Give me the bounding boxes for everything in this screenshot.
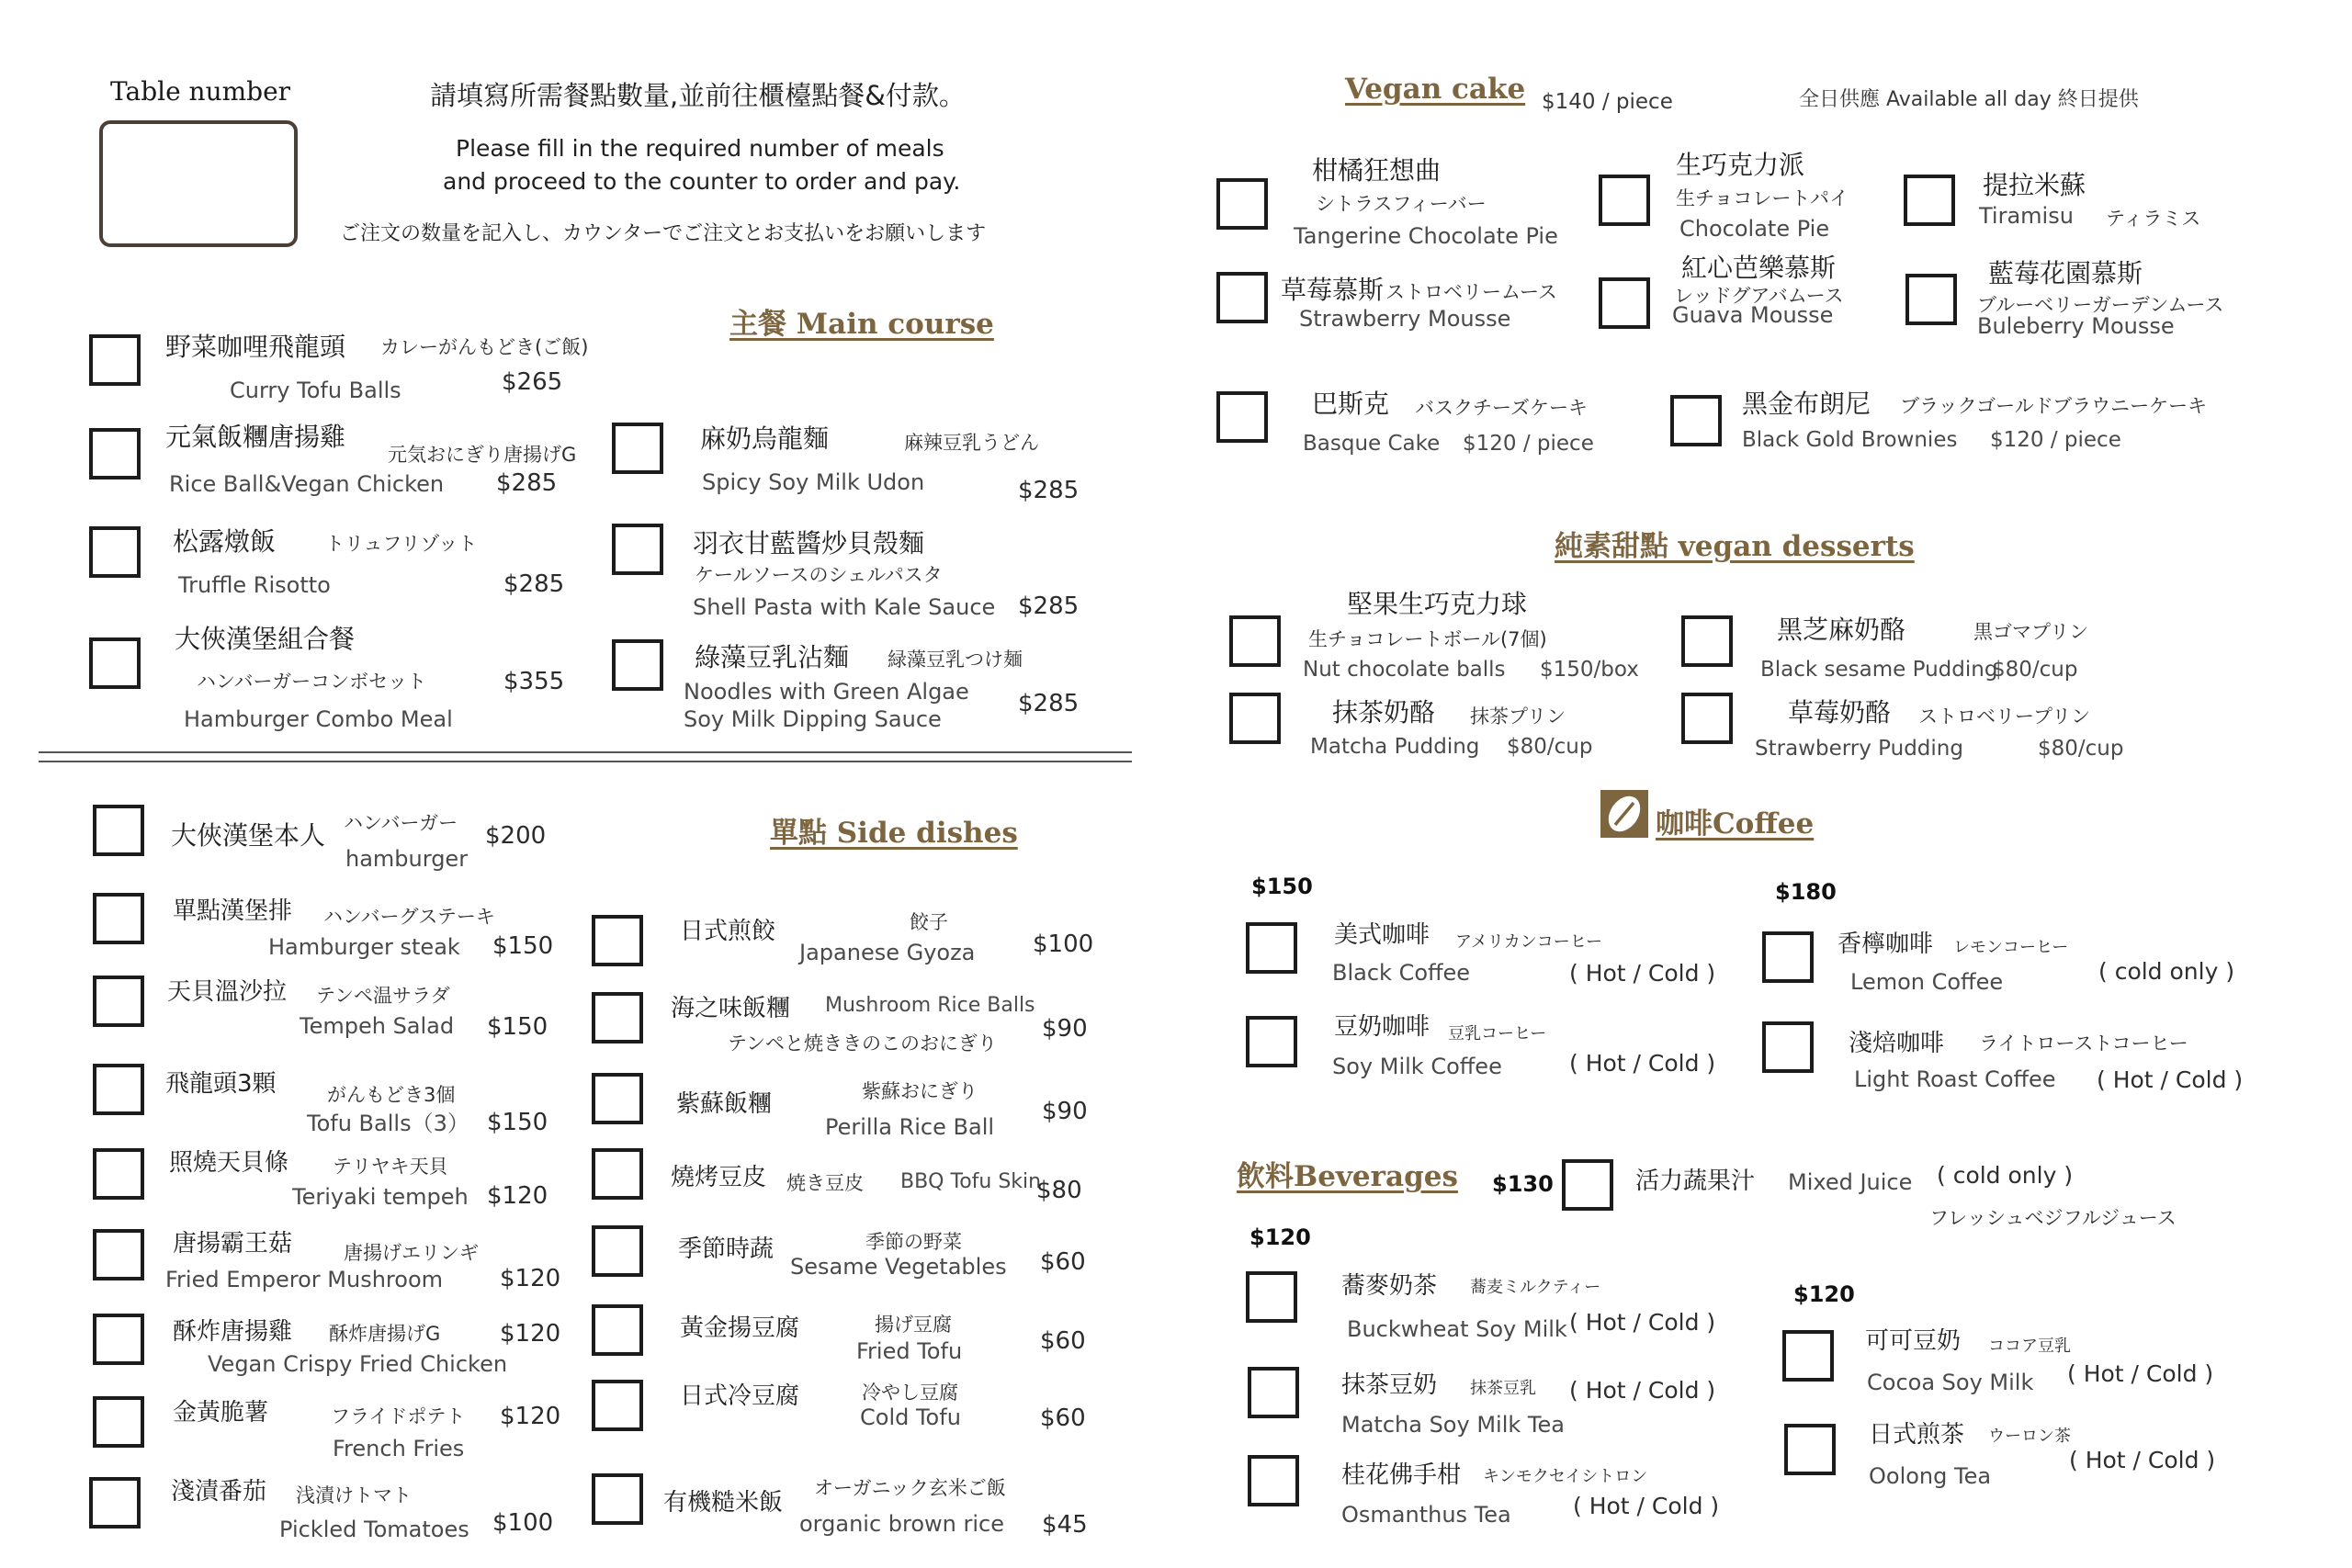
item-price: $285 bbox=[496, 469, 558, 497]
item-name-en: Rice Ball&Vegan Chicken bbox=[169, 471, 445, 497]
checkbox-hamburger-steak[interactable] bbox=[93, 893, 144, 944]
item-price: $355 bbox=[503, 668, 565, 695]
instruction-jp: ご注文の数量を記入し、カウンターでご注文とお支払いをお願いします bbox=[340, 222, 987, 245]
item-price: $80/cup bbox=[1507, 735, 1593, 759]
item-name-cn: 季節時蔬 bbox=[678, 1235, 775, 1263]
item-name-cn: 燒烤豆皮 bbox=[671, 1164, 767, 1191]
checkbox-black-coffee[interactable] bbox=[1246, 922, 1297, 974]
checkbox-black-sesame-pudding[interactable] bbox=[1681, 615, 1733, 667]
item-name-en: Buckwheat Soy Milk bbox=[1347, 1316, 1567, 1342]
item-name-jp: 緑藻豆乳つけ麺 bbox=[888, 649, 1023, 671]
item-name-jp: 生チョコレートボール(7個) bbox=[1308, 628, 1547, 650]
item-name-cn: 飛龍頭3顆 bbox=[165, 1070, 277, 1098]
item-name-en: Guava Mousse bbox=[1672, 302, 1834, 328]
item-name-jp: フレッシュベジフルジュース bbox=[1929, 1207, 2177, 1229]
checkbox-matcha-soy-milk-tea[interactable] bbox=[1248, 1367, 1299, 1418]
checkbox-noodles-green-algae[interactable] bbox=[612, 639, 663, 691]
checkbox-bbq-tofu-skin[interactable] bbox=[592, 1148, 643, 1200]
checkbox-fried-emperor-mushroom[interactable] bbox=[93, 1229, 144, 1280]
checkbox-blueberry-mousse[interactable] bbox=[1905, 274, 1957, 325]
checkbox-pickled-tomatoes[interactable] bbox=[89, 1477, 141, 1529]
checkbox-perilla-rice-ball[interactable] bbox=[592, 1073, 643, 1124]
section-divider-bottom bbox=[39, 761, 1132, 762]
item-name-cn: 黑金布朗尼 bbox=[1742, 389, 1871, 419]
item-name-jp: ハンバーガーコンボセット bbox=[197, 671, 427, 693]
item-name-cn: 照燒天貝條 bbox=[169, 1149, 289, 1177]
beverages-title: 飲料Beverages bbox=[1237, 1160, 1458, 1193]
item-name-cn: 美式咖啡 bbox=[1334, 921, 1430, 949]
item-name-en: Hamburger Combo Meal bbox=[184, 706, 453, 732]
item-name-jp: 豆乳コーヒー bbox=[1448, 1024, 1547, 1043]
item-price: $265 bbox=[502, 368, 563, 396]
item-name-en: Perilla Rice Ball bbox=[825, 1114, 995, 1140]
item-name-cn: 可可豆奶 bbox=[1865, 1327, 1962, 1355]
checkbox-guava-mousse[interactable] bbox=[1599, 277, 1650, 329]
item-name-cn: 香檸咖啡 bbox=[1838, 931, 1934, 958]
checkbox-truffle-risotto[interactable] bbox=[89, 526, 141, 578]
checkbox-rice-ball-vegan-chicken[interactable] bbox=[89, 428, 141, 479]
checkbox-curry-tofu-balls[interactable] bbox=[89, 334, 141, 386]
item-name-jp: ケールソースのシェルパスタ bbox=[695, 564, 943, 586]
item-price: $150 bbox=[487, 1109, 548, 1136]
item-price: $285 bbox=[1018, 690, 1080, 717]
item-name-jp: レッドグアバムース bbox=[1674, 285, 1844, 307]
temperature-options: ( Hot / Cold ) bbox=[1569, 1377, 1716, 1404]
item-name-jp: ストロベリームース bbox=[1385, 281, 1557, 303]
availability-note: 全日供應 Available all day 終日提供 bbox=[1799, 88, 2139, 111]
checkbox-vegan-crispy-fried-chicken[interactable] bbox=[93, 1314, 144, 1365]
item-name-jp: がんもどき3個 bbox=[327, 1084, 456, 1106]
item-name-jp: 紫蘇おにぎり bbox=[862, 1080, 978, 1102]
item-name-jp: 冷やし豆腐 bbox=[862, 1382, 958, 1404]
item-price: $100 bbox=[1033, 931, 1094, 958]
item-name-en: hamburger bbox=[345, 846, 469, 872]
item-name-cn: 草莓慕斯 bbox=[1281, 275, 1385, 305]
item-name-en: Black Coffee bbox=[1332, 960, 1471, 986]
item-name-cn: 大俠漢堡組合餐 bbox=[175, 624, 356, 654]
item-price: $285 bbox=[1018, 477, 1080, 504]
temperature-options: ( Hot / Cold ) bbox=[1573, 1493, 1720, 1519]
temperature-options: ( Hot / Cold ) bbox=[2097, 1066, 2244, 1093]
item-name-cn: 有機糙米飯 bbox=[663, 1489, 784, 1517]
item-name-cn: 大俠漢堡本人 bbox=[171, 820, 326, 851]
item-name-cn: 元氣飯糰唐揚雞 bbox=[165, 422, 346, 452]
item-name-jp: 抹茶プリン bbox=[1470, 705, 1566, 728]
item-name-cn: 巴斯克 bbox=[1312, 389, 1390, 419]
item-name-en: Tangerine Chocolate Pie bbox=[1294, 223, 1558, 249]
item-name-en: Matcha Pudding bbox=[1310, 735, 1480, 759]
item-name-en: Japanese Gyoza bbox=[799, 940, 976, 965]
item-name-en: Tofu Balls（3） bbox=[307, 1111, 469, 1136]
item-price: $120 / piece bbox=[1990, 428, 2121, 452]
item-price: $45 bbox=[1042, 1511, 1088, 1539]
item-name-en: Hamburger steak bbox=[268, 934, 460, 960]
item-name-cn: 淺焙咖啡 bbox=[1849, 1030, 1945, 1057]
item-name-en: Curry Tofu Balls bbox=[230, 378, 401, 403]
item-name-en: Matcha Soy Milk Tea bbox=[1341, 1412, 1565, 1438]
checkbox-strawberry-pudding[interactable] bbox=[1681, 693, 1733, 744]
coffee-bean-icon bbox=[1600, 790, 1648, 838]
item-name-cn: 日式冷豆腐 bbox=[680, 1382, 800, 1410]
juice-price: $130 bbox=[1492, 1171, 1554, 1197]
checkbox-oolong-tea[interactable] bbox=[1784, 1424, 1836, 1475]
checkbox-chocolate-pie[interactable] bbox=[1599, 175, 1650, 226]
item-name-cn: 天貝溫沙拉 bbox=[167, 978, 288, 1006]
item-name-cn: 黃金揚豆腐 bbox=[680, 1314, 800, 1342]
checkbox-hamburger[interactable] bbox=[93, 805, 144, 856]
item-price: $100 bbox=[492, 1509, 554, 1537]
coffee-price-left: $150 bbox=[1251, 874, 1313, 899]
item-name-cn: 日式煎茶 bbox=[1869, 1421, 1965, 1449]
checkbox-sesame-vegetables[interactable] bbox=[592, 1225, 643, 1277]
temperature-options: ( cold only ) bbox=[1937, 1162, 2074, 1189]
temperature-options: ( Hot / Cold ) bbox=[1569, 1050, 1716, 1077]
beverage-price-left: $120 bbox=[1250, 1224, 1311, 1250]
checkbox-shell-pasta-kale-sauce[interactable] bbox=[612, 524, 663, 575]
item-name-jp: ココア豆乳 bbox=[1988, 1337, 2071, 1356]
item-price: $90 bbox=[1042, 1015, 1088, 1043]
vegan-cake-title: Vegan cake bbox=[1345, 73, 1526, 106]
item-name-en: Spicy Soy Milk Udon bbox=[702, 469, 925, 495]
item-price: $60 bbox=[1040, 1404, 1086, 1432]
item-name-jp: 生チョコレートパイ bbox=[1676, 187, 1849, 209]
item-name-en: Cold Tofu bbox=[860, 1404, 961, 1430]
item-name-en: French Fries bbox=[333, 1436, 465, 1461]
checkbox-tofu-balls[interactable] bbox=[93, 1064, 144, 1115]
item-name-jp: キンモクセイシトロン bbox=[1483, 1467, 1648, 1486]
item-price: $120 bbox=[500, 1403, 561, 1430]
coffee-title: 咖啡Coffee bbox=[1656, 807, 1815, 840]
item-name-en: Lemon Coffee bbox=[1850, 969, 2004, 995]
checkbox-french-fries[interactable] bbox=[93, 1396, 144, 1448]
item-name-cn: 紫蘇飯糰 bbox=[676, 1090, 773, 1118]
item-name-jp: 酥炸唐揚げG bbox=[329, 1323, 441, 1345]
item-name-jp: ブルーベリーガーデンムース bbox=[1977, 294, 2224, 316]
item-name-en: Light Roast Coffee bbox=[1854, 1066, 2056, 1092]
item-name-en: Shell Pasta with Kale Sauce bbox=[693, 594, 996, 620]
item-name-jp: トリュフリゾット bbox=[325, 533, 478, 555]
item-name-jp: バスクチーズケーキ bbox=[1415, 397, 1588, 419]
checkbox-tangerine-chocolate-pie[interactable] bbox=[1216, 178, 1268, 230]
item-name-cn: 藍莓花園慕斯 bbox=[1988, 258, 2143, 288]
temperature-options: ( Hot / Cold ) bbox=[1569, 960, 1716, 987]
item-name-cn: 柑橘狂想曲 bbox=[1312, 155, 1442, 186]
item-name-jp: ハンバーグステーキ bbox=[323, 906, 495, 928]
item-name-en: BBQ Tofu Skin bbox=[900, 1170, 1042, 1193]
temperature-options: ( Hot / Cold ) bbox=[1569, 1309, 1716, 1336]
item-name-jp: レモンコーヒー bbox=[1953, 938, 2069, 957]
item-name-cn: 黑芝麻奶酪 bbox=[1777, 615, 1906, 645]
item-name-cn: 堅果生巧克力球 bbox=[1347, 589, 1528, 619]
temperature-options: ( cold only ) bbox=[2098, 958, 2235, 985]
item-name-cn: 酥炸唐揚雞 bbox=[173, 1318, 293, 1346]
item-name-cn: 麻奶烏龍麵 bbox=[700, 423, 830, 454]
item-name-en: Tempeh Salad bbox=[300, 1013, 455, 1039]
checkbox-japanese-gyoza[interactable] bbox=[592, 915, 643, 966]
item-name-en: Osmanthus Tea bbox=[1341, 1502, 1511, 1528]
item-price: $200 bbox=[485, 822, 547, 850]
item-name-cn: 桂花佛手柑 bbox=[1341, 1461, 1462, 1489]
item-name-en: Chocolate Pie bbox=[1679, 216, 1830, 242]
table-number-box[interactable] bbox=[99, 120, 298, 247]
item-name-jp: 唐揚げエリンギ bbox=[344, 1242, 479, 1264]
item-name-en: Tiramisu bbox=[1979, 203, 2074, 229]
item-price: $150 bbox=[487, 1013, 548, 1041]
item-price: $90 bbox=[1042, 1098, 1088, 1125]
item-name-jp: テンペと焼ききのこのおにぎり bbox=[728, 1032, 997, 1055]
item-name-jp: シトラスフィーバー bbox=[1316, 193, 1487, 215]
checkbox-light-roast-coffee[interactable] bbox=[1762, 1021, 1814, 1073]
item-name-en: Fried Emperor Mushroom bbox=[165, 1267, 444, 1292]
item-name-en: Fried Tofu bbox=[856, 1338, 963, 1364]
item-name-en: Strawberry Mousse bbox=[1299, 306, 1511, 332]
item-name-jp: ストロベリープリン bbox=[1918, 705, 2091, 728]
item-name-en: Buleberry Mousse bbox=[1977, 313, 2175, 339]
checkbox-spicy-soy-milk-udon[interactable] bbox=[612, 423, 663, 474]
beverage-price-right: $120 bbox=[1793, 1281, 1855, 1307]
item-name-jp: ティラミス bbox=[2106, 208, 2201, 230]
item-name-jp: アメリカンコーヒー bbox=[1455, 932, 1603, 952]
item-name-en: Truffle Risotto bbox=[178, 572, 331, 598]
checkbox-tiramisu[interactable] bbox=[1904, 175, 1955, 226]
item-name-cn: 提拉米蘇 bbox=[1983, 170, 2086, 200]
item-name-cn: 唐揚霸王菇 bbox=[173, 1230, 293, 1258]
item-name-cn: 綠藻豆乳沾麵 bbox=[695, 642, 850, 672]
item-price: $80/cup bbox=[1992, 658, 2078, 682]
item-name-jp: 浅漬けトマト bbox=[296, 1484, 412, 1506]
instruction-en-2: and proceed to the counter to order and pay. bbox=[443, 168, 961, 195]
item-name-en: Strawberry Pudding bbox=[1755, 737, 1963, 761]
item-name-cn: 草莓奶酪 bbox=[1788, 697, 1892, 728]
item-name-cn: 生巧克力派 bbox=[1676, 150, 1805, 180]
item-name-en: Noodles with Green Algae bbox=[684, 679, 969, 705]
item-name-cn: 抹茶奶酪 bbox=[1332, 697, 1436, 728]
checkbox-teriyaki-tempeh[interactable] bbox=[93, 1148, 144, 1200]
item-price: $150 bbox=[492, 932, 554, 960]
item-price: $60 bbox=[1040, 1248, 1086, 1276]
item-name-en: Basque Cake bbox=[1303, 432, 1441, 456]
item-price: $285 bbox=[503, 570, 565, 598]
checkbox-organic-brown-rice[interactable] bbox=[592, 1473, 643, 1525]
item-price: $150/box bbox=[1540, 658, 1639, 682]
checkbox-black-gold-brownies[interactable] bbox=[1670, 395, 1722, 446]
instruction-cn: 請填寫所需餐點數量,並前往櫃檯點餐&付款。 bbox=[430, 80, 966, 111]
checkbox-buckwheat-soy-milk[interactable] bbox=[1246, 1271, 1297, 1323]
item-name-en: Teriyaki tempeh bbox=[292, 1184, 469, 1210]
item-price: $120 bbox=[500, 1320, 561, 1348]
item-name-jp: フライドポテト bbox=[331, 1405, 466, 1427]
item-name-jp: 焼き豆皮 bbox=[786, 1172, 864, 1194]
checkbox-tempeh-salad[interactable] bbox=[93, 976, 144, 1027]
item-name-en: Black Gold Brownies bbox=[1742, 428, 1958, 452]
item-name-cn: 淺漬番茄 bbox=[171, 1478, 267, 1506]
checkbox-cold-tofu[interactable] bbox=[592, 1380, 643, 1431]
item-name-cn: 松露燉飯 bbox=[173, 526, 277, 557]
item-price: $120 / piece bbox=[1463, 432, 1594, 456]
instruction-en-1: Please fill in the required number of meals bbox=[456, 135, 944, 162]
item-name-jp: 季節の野菜 bbox=[865, 1231, 962, 1253]
checkbox-matcha-pudding[interactable] bbox=[1229, 693, 1281, 744]
item-name-jp: 餃子 bbox=[910, 911, 948, 933]
checkbox-nut-chocolate-balls[interactable] bbox=[1229, 615, 1281, 667]
item-name-cn: 日式煎餃 bbox=[680, 918, 776, 945]
item-name-jp: テンペ温サラダ bbox=[316, 985, 450, 1007]
item-name-en: Cocoa Soy Milk bbox=[1867, 1370, 2034, 1395]
side-dishes-title: 單點 Side dishes bbox=[770, 817, 1018, 850]
item-price: $80 bbox=[1036, 1177, 1082, 1204]
checkbox-fried-tofu[interactable] bbox=[592, 1304, 643, 1356]
item-name-jp: 蕎麦ミルクティー bbox=[1470, 1278, 1601, 1297]
section-divider-top bbox=[39, 751, 1132, 753]
checkbox-mushroom-rice-balls[interactable] bbox=[592, 992, 643, 1043]
item-name-en: organic brown rice bbox=[799, 1511, 1004, 1537]
item-name-cn: 野菜咖哩飛龍頭 bbox=[165, 332, 346, 362]
item-name-en-2: Soy Milk Dipping Sauce bbox=[684, 706, 942, 732]
item-name-jp: ハンバーガー bbox=[344, 812, 458, 834]
checkbox-mixed-juice[interactable] bbox=[1562, 1159, 1613, 1211]
checkbox-lemon-coffee[interactable] bbox=[1762, 931, 1814, 983]
item-name-en: Nut chocolate balls bbox=[1303, 658, 1506, 682]
table-number-label: Table number bbox=[110, 76, 291, 107]
item-name-jp: 抹茶豆乳 bbox=[1470, 1379, 1536, 1398]
coffee-price-right: $180 bbox=[1775, 879, 1837, 905]
item-name-en: Oolong Tea bbox=[1869, 1463, 1992, 1489]
checkbox-soy-milk-coffee[interactable] bbox=[1246, 1016, 1297, 1067]
item-name-jp: 麻辣豆乳うどん bbox=[904, 432, 1039, 454]
item-name-en: Pickled Tomatoes bbox=[279, 1517, 469, 1542]
item-name-jp: 元気おにぎり唐揚げG bbox=[388, 444, 577, 466]
checkbox-hamburger-combo-meal[interactable] bbox=[89, 637, 141, 689]
checkbox-basque-cake[interactable] bbox=[1216, 391, 1268, 443]
item-name-en: Vegan Crispy Fried Chicken bbox=[208, 1351, 508, 1377]
item-name-cn: 抹茶豆奶 bbox=[1341, 1371, 1438, 1399]
item-name-cn: 活力蔬果汁 bbox=[1635, 1168, 1756, 1195]
vegan-desserts-title: 純素甜點 vegan desserts bbox=[1555, 530, 1915, 563]
item-name-jp: テリヤキ天貝 bbox=[333, 1156, 448, 1178]
checkbox-cocoa-soy-milk[interactable] bbox=[1782, 1330, 1834, 1382]
item-price: $120 bbox=[487, 1182, 548, 1210]
item-name-jp: カレーがんもどき(ご飯) bbox=[380, 336, 589, 358]
item-name-en: Mixed Juice bbox=[1788, 1169, 1913, 1195]
item-name-cn: 羽衣甘藍醬炒貝殼麵 bbox=[693, 528, 925, 558]
item-name-jp: 黒ゴマプリン bbox=[1973, 621, 2089, 643]
item-name-jp: ウーロン茶 bbox=[1988, 1427, 2071, 1446]
item-name-en: Sesame Vegetables bbox=[790, 1254, 1007, 1280]
item-name-jp: オーガニック玄米ご飯 bbox=[814, 1477, 1006, 1499]
item-price: $80/cup bbox=[2038, 737, 2124, 761]
item-name-cn: 豆奶咖啡 bbox=[1334, 1013, 1430, 1041]
main-course-title: 主餐 Main course bbox=[729, 308, 994, 341]
item-name-en: Black sesame Pudding bbox=[1760, 658, 1998, 682]
item-price: $120 bbox=[500, 1265, 561, 1292]
temperature-options: ( Hot / Cold ) bbox=[2069, 1447, 2216, 1473]
item-name-en: Mushroom Rice Balls bbox=[825, 994, 1035, 1017]
item-name-cn: 海之味飯糰 bbox=[671, 995, 791, 1022]
item-price: $285 bbox=[1018, 592, 1080, 620]
item-name-jp: 揚げ豆腐 bbox=[875, 1314, 952, 1336]
vegan-cake-price: $140 / piece bbox=[1542, 90, 1673, 114]
item-name-cn: 紅心芭樂慕斯 bbox=[1681, 253, 1837, 283]
item-name-jp: ブラックゴールドブラウニーケーキ bbox=[1900, 395, 2208, 417]
temperature-options: ( Hot / Cold ) bbox=[2067, 1360, 2214, 1387]
item-price: $60 bbox=[1040, 1327, 1086, 1355]
item-name-cn: 金黃脆薯 bbox=[173, 1399, 269, 1427]
item-name-en: Soy Milk Coffee bbox=[1332, 1054, 1502, 1079]
item-name-jp: ライトローストコーヒー bbox=[1979, 1032, 2188, 1055]
checkbox-osmanthus-tea[interactable] bbox=[1248, 1455, 1299, 1506]
item-name-cn: 單點漢堡排 bbox=[173, 897, 293, 925]
checkbox-strawberry-mousse[interactable] bbox=[1216, 272, 1268, 323]
item-name-cn: 蕎麥奶茶 bbox=[1341, 1272, 1438, 1300]
